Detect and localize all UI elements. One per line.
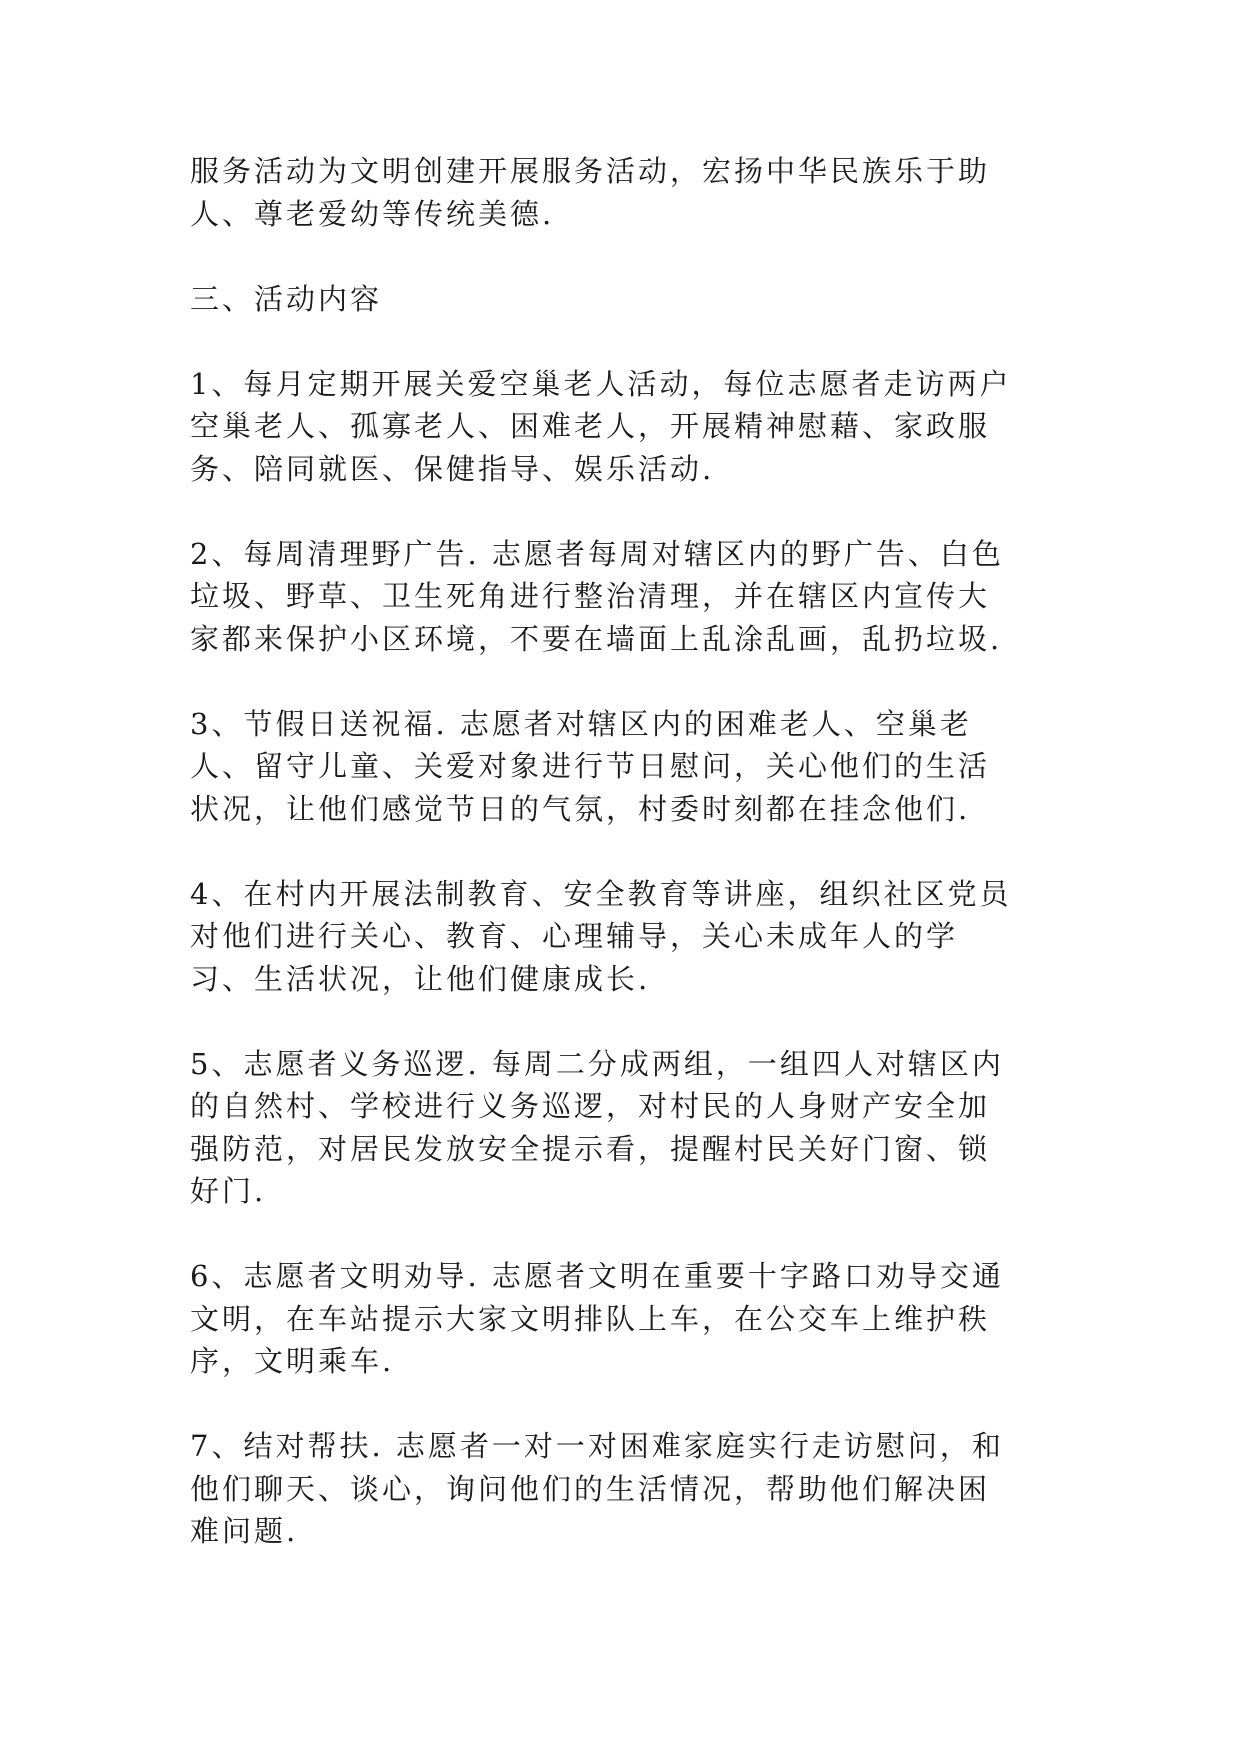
paragraph-item-3 [190,703,1050,831]
text-line: 2、每周清理野广告. 志愿者每周对辖区内的野广告、白色 [190,536,1004,571]
text-line: 习、生活状况，让他们健康成长. [190,961,651,996]
text-line: 好门. [190,1174,267,1208]
text-line: 强防范，对居民发放安全提示看，提醒村民关好门窗、锁 [190,1131,991,1166]
text-line: 5、志愿者义务巡逻. 每周二分成两组，一组四人对辖区内 [190,1046,1004,1081]
paragraph-item-4 [190,873,1050,1001]
text-line: 务、陪同就医、保健指导、娱乐活动. [190,451,715,486]
text-line: 状况，让他们感觉节日的气氛，村委时刻都在挂念他们. [190,791,971,826]
text-line: 的自然村、学校进行义务巡逻，对村民的人身财产安全加 [190,1089,991,1123]
text-line: 他们聊天、谈心，询问他们的生活情况，帮助他们解决困 [190,1471,991,1506]
text-line: 人、尊老爱幼等传统美德. [190,196,555,231]
text-line: 序，文明乘车. [190,1344,395,1378]
section-heading [190,278,1050,321]
text-line: 空巢老人、孤寡老人、困难老人，开展精神慰藉、家政服 [190,409,991,443]
document-body [190,150,1050,1595]
text-line: 垃圾、野草、卫生死角进行整治清理，并在辖区内宣传大 [190,579,991,613]
paragraph-item-5 [190,1043,1050,1213]
paragraph-item-7 [190,1425,1050,1553]
text-line: 家都来保护小区环境，不要在墙面上乱涂乱画，乱扔垃圾. [190,621,1003,656]
text-line: 文明，在车站提示大家文明排队上车，在公交车上维护秩 [190,1301,991,1336]
text-line: 人、留守儿童、关爱对象进行节日慰问，关心他们的生活 [190,749,991,783]
text-line: 1、每月定期开展关爱空巢老人活动，每位志愿者走访两户 [190,366,1012,401]
text-line: 4、在村内开展法制教育、安全教育等讲座，组织社区党员 [190,876,1012,911]
text-line: 6、志愿者文明劝导. 志愿者文明在重要十字路口劝导交通 [190,1259,1004,1293]
text-line: 7、结对帮扶. 志愿者一对一对困难家庭实行走访慰问，和 [190,1429,1004,1463]
paragraph-item-6 [190,1255,1050,1383]
paragraph-item-1 [190,363,1050,491]
paragraph-intro [190,150,1050,235]
text-line: 对他们进行关心、教育、心理辅导，关心未成年人的学 [190,919,959,953]
text-line: 难问题. [190,1514,299,1548]
text-line: 三、活动内容 [190,281,383,316]
text-line: 服务活动为文明创建开展服务活动，宏扬中华民族乐于助 [190,154,991,188]
text-line: 3、节假日送祝福. 志愿者对辖区内的困难老人、空巢老 [190,706,972,741]
paragraph-item-2 [190,533,1050,661]
